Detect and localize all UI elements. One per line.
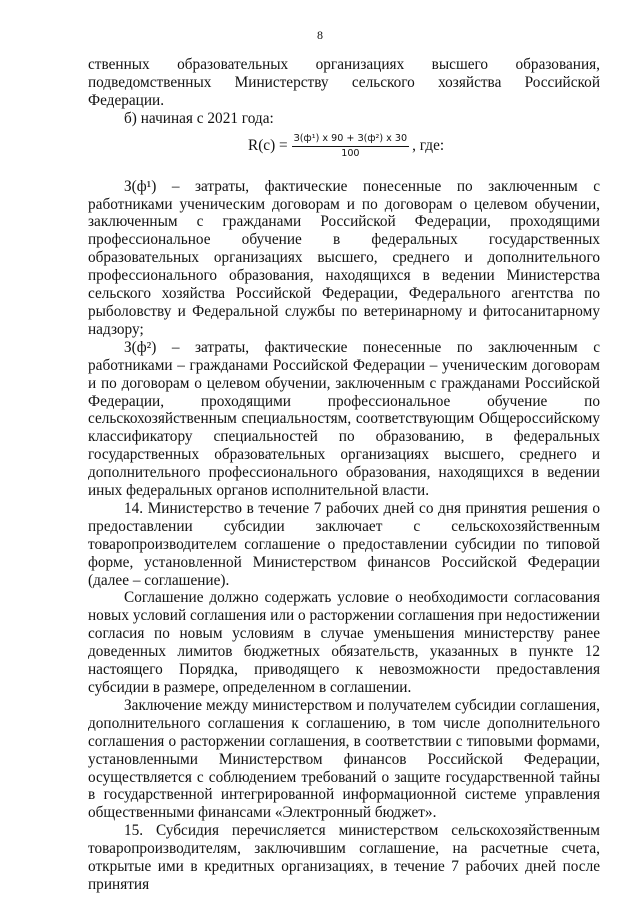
formula-fraction	[292, 133, 409, 160]
formula-lhs: R(c) =	[248, 137, 288, 155]
intro-continuation: ственных образовательных организациях высшего образования, подведомственных Министерству сельского хозяйства Российской Федерации.	[88, 56, 600, 109]
document-body	[88, 56, 600, 894]
formula	[248, 133, 444, 160]
definition-f1: З(ф¹) – затраты, фактические понесенные по заключенным с работниками ученическим договорам и по договорам о целевом обучении, заключенным с гражданами Российской Федерации, проходящими профессиональное обучение в федеральных государственных образовательных организациях высшего, среднего и дополнительного профессионального образования, находящихся в ведении Министерства сельского хозяйства Российской Федерации, Федерального агентства по рыболовству и Федеральной службы по ветеринарному и фитосанитарному надзору;	[88, 177, 600, 338]
paragraph-14-agreement-conclusion: Заключение между министерством и получателем субсидии соглашения, дополнительного соглашения к соглашению, в том числе дополнительного соглашения о расторжении соглашения, в соответствии с типовыми формами, установленными Министерством финансов Российской Федерации, осуществляется с соблюдением требований о защите государственной тайны в государственной интегрированной информационной системе управления общественными финансами «Электронный бюджет».	[88, 696, 600, 822]
item-b: б) начиная с 2021 года:	[124, 109, 274, 127]
formula-tail: , где:	[412, 137, 445, 155]
paragraph-15: 15. Субсидия перечисляется министерством сельскохозяйственным товаропроизводителям, заключившим соглашение, на расчетные счета, открытые ими в кредитных организациях, в течение 7 рабочих дней после принятия	[88, 822, 600, 893]
paragraph-14-agreement-terms: Соглашение должно содержать условие о необходимости согласования новых условий соглашения или о расторжении соглашения при недостижении согласия по новым условиям в случае уменьшения министерству ранее доведенных лимитов бюджетных обязательств, указанных в пункте 12 настоящего Порядка, приводящего к невозможности предоставления субсидии в размере, определенном в соглашении.	[88, 589, 600, 696]
paragraph-14: 14. Министерство в течение 7 рабочих дней со дня принятия решения о предоставлении субсидии заключает с сельскохозяйственным товаропроизводителем соглашение о предоставлении субсидии по типовой форме, установленной Министерством финансов Российской Федерации (далее – соглашение).	[88, 499, 600, 589]
page-number: 8	[317, 28, 323, 42]
definition-f2: З(ф²) – затраты, фактические понесенные по заключенным с работниками – гражданами Российской Федерации – ученическим договорам и по договорам о целевом обучении, заключенным с гражданами Российской Федерации, проходящими профессиональное обучение по сельскохозяйственным специальностям, соответствующим Общероссийскому классификатору специальностей по образованию, в федеральных государственных образовательных организациях высшего, среднего и дополнительного профессионального образования, находящихся в ведении иных федеральных органов исполнительной власти.	[88, 338, 600, 500]
formula-numerator: З(ф¹) х 90 + З(ф²) х 30	[292, 133, 409, 147]
formula-block	[88, 133, 600, 171]
formula-denominator: 100	[341, 147, 360, 159]
